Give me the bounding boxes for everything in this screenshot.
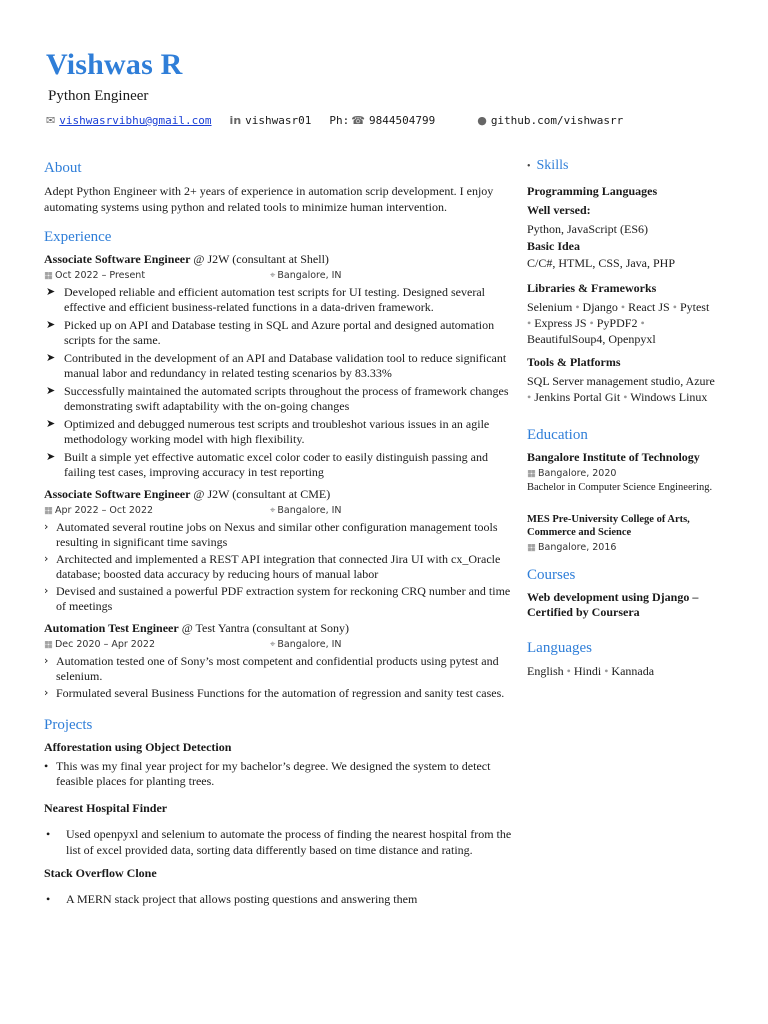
job-org: @ J2W (consultant at Shell): [193, 252, 329, 266]
chevron-right-icon: ›: [44, 686, 49, 699]
location-pin-icon: ⌖: [270, 505, 276, 516]
project-title: Afforestation using Object Detection: [44, 739, 232, 754]
calendar-icon: ▦: [44, 270, 53, 281]
chevron-right-icon: ›: [44, 654, 49, 667]
calendar-icon: ▦: [527, 468, 536, 479]
contact-phone: [329, 114, 435, 127]
skills-title: • Skills: [527, 158, 569, 173]
list-item: ➤ Successfully maintained the automated scripts throughout the process of framework changes demonstrating swift adaptability with the on-going changes: [46, 384, 509, 413]
projects-title: Projects: [44, 716, 93, 733]
job-dates: Apr 2022 – Oct 2022: [54, 505, 154, 516]
location-pin-icon: ⌖: [270, 639, 276, 650]
chevron-right-icon: ›: [44, 520, 49, 533]
github-link[interactable]: github.com/vishwasrr: [490, 114, 624, 127]
languages-title: Languages: [527, 640, 592, 656]
envelope-icon: ✉: [46, 114, 56, 127]
school-place: ▦ Bangalore, 2016: [527, 542, 617, 553]
phone-label: Ph:: [329, 114, 350, 127]
courses-title: Courses: [527, 567, 576, 583]
job-bullets: [44, 654, 512, 701]
course-text: Web development using Django – Certified by Coursera: [527, 590, 699, 619]
candidate-name: Vishwas R: [46, 48, 183, 81]
calendar-icon: ▦: [44, 505, 53, 516]
list-item: › Formulated several Business Functions for the automation of regression and sanity test cases.: [44, 686, 505, 700]
list-item: › Devised and sustained a powerful PDF extraction system for reckoning CRQ number and time of meetings: [44, 584, 511, 613]
project-title: Stack Overflow Clone: [44, 865, 157, 880]
job-title: Associate Software Engineer: [44, 252, 191, 266]
arrow-bullet-icon: ➤: [46, 318, 56, 331]
arrow-bullet-icon: ➤: [46, 351, 56, 364]
list-item: › Automation tested one of Sony’s most competent and confidential products using pytest and selenium.: [44, 654, 499, 683]
bullet-icon: •: [44, 758, 49, 773]
calendar-icon: ▦: [527, 542, 536, 553]
well-versed-text: Python, JavaScript (ES6): [527, 222, 648, 236]
arrow-bullet-icon: ➤: [46, 285, 56, 298]
job-shell: [44, 252, 512, 479]
list-item: ➤ Developed reliable and efficient automation test scripts for UI testing. Designed several effective and efficient business-related functions in a data-driven framework.: [46, 285, 485, 314]
list-item: ➤ Contributed in the development of an API and Database validation tool to reduce significant manual labor and redundancy in related testing scenarios by 83.33%: [46, 351, 507, 380]
phone-icon: ☎: [351, 114, 365, 127]
languages-list: English • Hindi • Kannada: [527, 664, 655, 678]
list-item: ➤ Built a simple yet effective automatic excel color coder to easily distinguish passing and failing test cases, improving accuracy in test reporting: [46, 450, 488, 479]
right-column: [527, 150, 737, 679]
linkedin-handle[interactable]: vishwasr01: [245, 114, 312, 127]
list-item: › Automated several routine jobs on Nexus and similar other configuration management tools resulting in significant time savings: [44, 520, 498, 549]
job-heading: [44, 252, 512, 267]
tools-head: Tools & Platforms: [527, 355, 621, 369]
project-text: • Used openpyxl and selenium to automate the process of finding the nearest hospital from the list of excel provided data, sorting data differently based on time distance and rating.: [46, 826, 512, 857]
job-cme: [44, 487, 512, 613]
candidate-role: Python Engineer: [48, 88, 149, 104]
project-title: Nearest Hospital Finder: [44, 800, 168, 815]
libs-head: Libraries & Frameworks: [527, 281, 657, 295]
job-bullets: [44, 520, 512, 613]
left-column: [44, 150, 512, 907]
chevron-right-icon: ›: [44, 584, 49, 597]
job-heading: [44, 621, 512, 636]
tools-list: SQL Server management studio, Azure • Jenkins Portal Git • Windows Linux: [527, 374, 715, 404]
school-name: MES Pre-University College of Arts, Commerce and Science: [527, 514, 690, 538]
job-dates: Dec 2020 – Apr 2022: [54, 639, 155, 650]
contact-email: [46, 114, 212, 127]
list-item: ➤ Optimized and debugged numerous test scripts and troubleshot various issues in an agile methodology working model with high flexibility.: [46, 417, 490, 446]
contact-linkedin: [230, 114, 312, 127]
list-item: ➤ Picked up on API and Database testing in SQL and Azure portal and designed automation scripts for the same.: [46, 318, 495, 347]
libs-list: Selenium • Django • React JS • Pytest • Express JS • PyPDF2 • BeautifulSoup4, Openpyxl: [527, 300, 710, 346]
calendar-icon: ▦: [44, 639, 53, 650]
job-org: @ J2W (consultant at CME): [193, 487, 331, 501]
bullet-icon: •: [46, 891, 51, 906]
job-title: Automation Test Engineer: [44, 621, 179, 635]
job-sony: [44, 621, 512, 701]
job-location: Bangalore, IN: [277, 270, 342, 281]
job-location: Bangalore, IN: [277, 505, 342, 516]
job-meta: [44, 505, 512, 516]
github-icon: ●: [477, 114, 487, 127]
job-heading: [44, 487, 512, 502]
phone-number[interactable]: 9844504799: [368, 114, 436, 127]
contact-bar: [46, 114, 641, 127]
education-title: Education: [527, 427, 588, 443]
programming-head: Programming Languages: [527, 184, 658, 198]
location-pin-icon: ⌖: [270, 270, 276, 281]
school-name: Bangalore Institute of Technology: [527, 450, 700, 464]
contact-github: [477, 114, 623, 127]
chevron-right-icon: ›: [44, 552, 49, 565]
bullet-icon: •: [46, 826, 51, 841]
job-meta: [44, 639, 512, 650]
email-link[interactable]: vishwasrvibhu@gmail.com: [59, 114, 212, 127]
project-text: • This was my final year project for my bachelor’s degree. We designed the system to detect feasible places for planting trees.: [44, 758, 491, 788]
job-dates: Oct 2022 – Present: [54, 270, 146, 281]
well-versed-label: Well versed:: [527, 203, 591, 217]
job-org: @ Test Yantra (consultant at Sony): [181, 621, 349, 635]
basic-label: Basic Idea: [527, 239, 581, 253]
job-meta: [44, 270, 512, 281]
arrow-bullet-icon: ➤: [46, 384, 56, 397]
job-title: Associate Software Engineer: [44, 487, 191, 501]
linkedin-icon: in: [229, 114, 242, 127]
basic-text: C/C#, HTML, CSS, Java, PHP: [527, 256, 676, 270]
experience-title: Experience: [44, 229, 112, 245]
arrow-bullet-icon: ➤: [46, 450, 56, 463]
about-title: About: [44, 160, 82, 176]
about-text: Adept Python Engineer with 2+ years of experience in automation scrip development. I enjoy automating systems using python and related tools to minimize human intervention.: [44, 184, 494, 214]
job-bullets: [44, 285, 512, 479]
project-text: • A MERN stack project that allows posting questions and answering them: [46, 891, 418, 906]
job-location: Bangalore, IN: [277, 639, 342, 650]
school-place: ▦ Bangalore, 2020: [527, 468, 617, 479]
school-degree: Bachelor in Computer Science Engineering.: [527, 482, 713, 493]
list-item: › Architected and implemented a REST API integration that connected Jira UI with cx_Oracle database; boosted data accuracy by reducing hours of manual labor: [44, 552, 501, 581]
arrow-bullet-icon: ➤: [46, 417, 56, 430]
